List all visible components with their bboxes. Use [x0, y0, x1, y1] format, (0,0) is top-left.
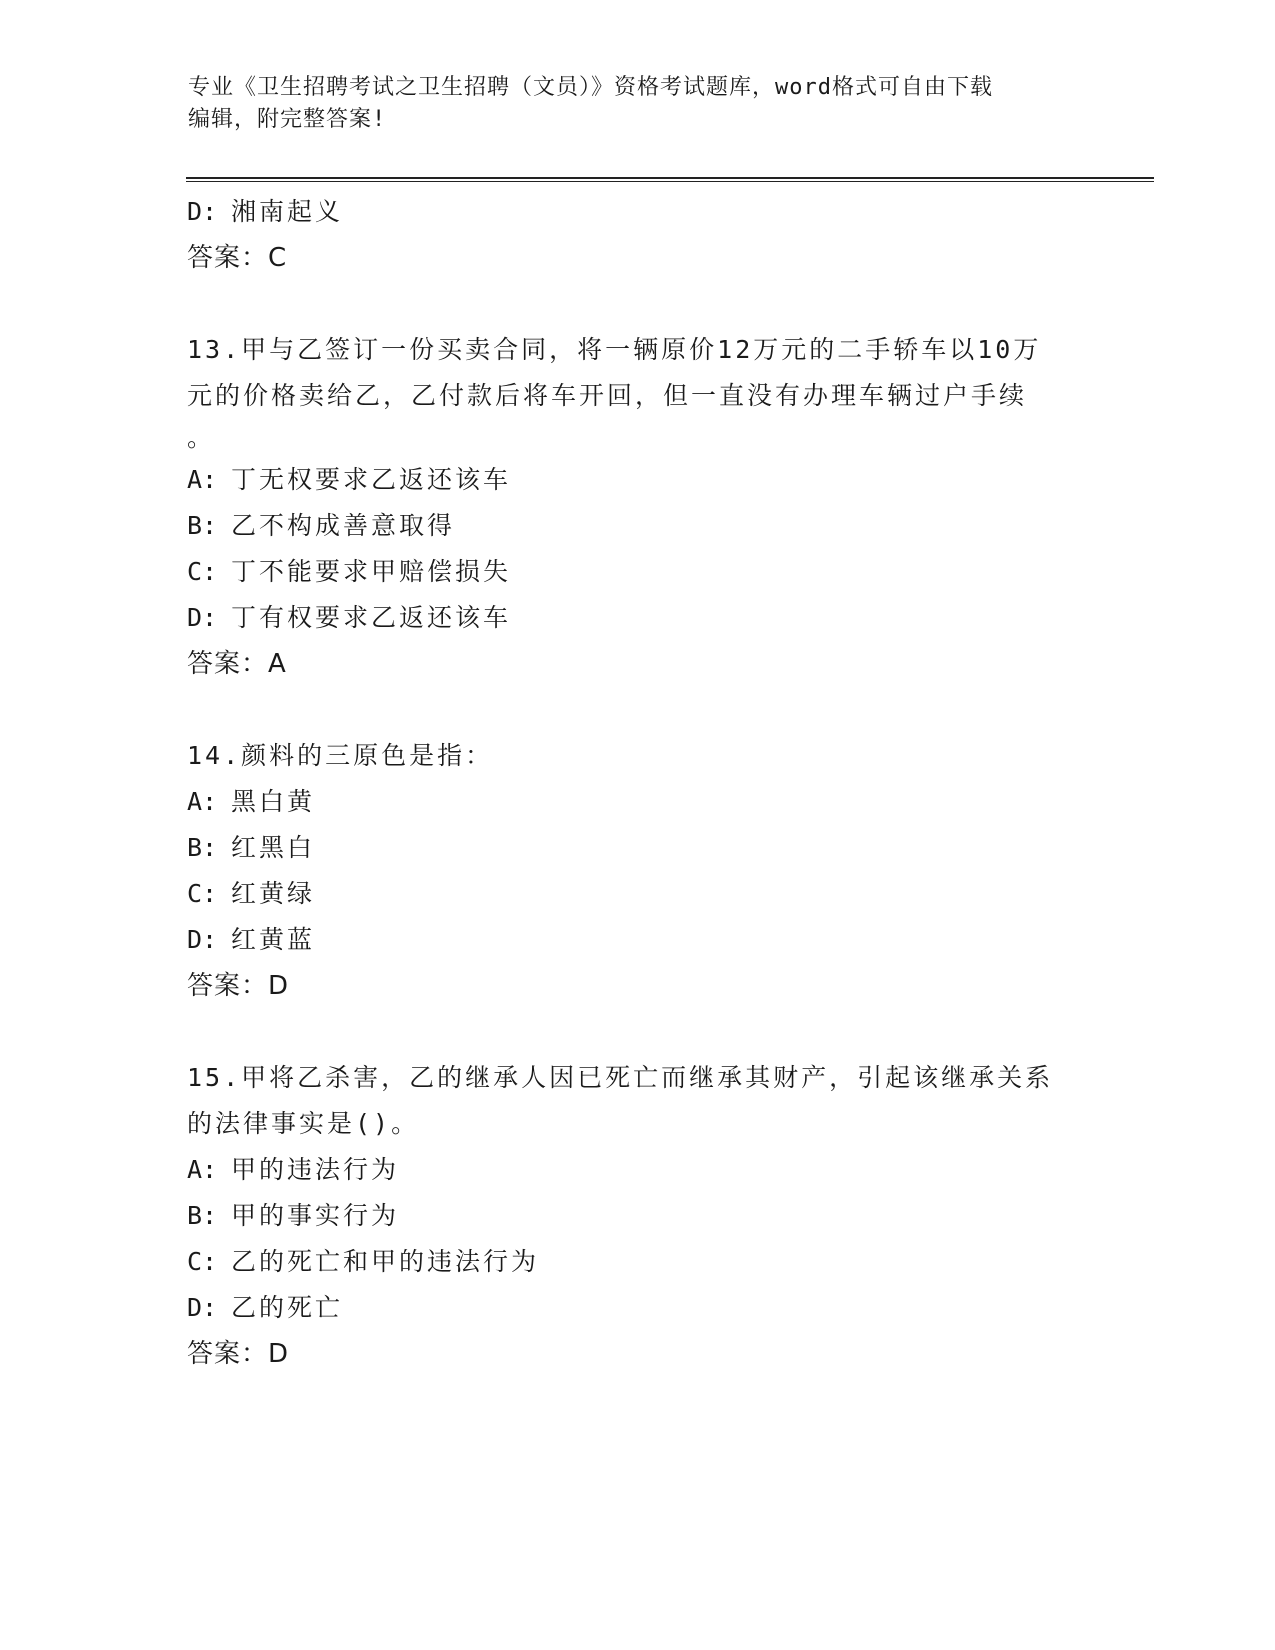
- option-text: 红黄绿: [231, 879, 316, 908]
- option-label: C:: [187, 1247, 218, 1276]
- question-content: [187, 189, 1087, 1377]
- q15-option-c: [187, 1239, 1087, 1285]
- q13-answer: 答案：A: [187, 649, 287, 679]
- q13-option-b: [187, 503, 1087, 549]
- q13-stem-line-3: 。: [187, 423, 216, 452]
- spacer: [187, 281, 1087, 327]
- option-label: D:: [187, 1293, 218, 1322]
- q15-option-b: [187, 1193, 1087, 1239]
- option-label: A:: [187, 1155, 218, 1184]
- option-label: D:: [187, 603, 218, 632]
- option-text: 乙的死亡: [231, 1293, 344, 1322]
- q14-option-d: [187, 917, 1087, 963]
- header-line-2: 编辑，附完整答案!: [188, 107, 387, 132]
- q15-answer: 答案：D: [187, 1339, 290, 1369]
- option-label: A:: [187, 465, 218, 494]
- document-header: [188, 72, 1088, 136]
- spacer: [187, 687, 1087, 733]
- q13-option-d: [187, 595, 1087, 641]
- q14-option-a: [187, 779, 1087, 825]
- option-label: B:: [187, 833, 218, 862]
- option-text: 乙的死亡和甲的违法行为: [231, 1247, 540, 1276]
- option-text: 丁不能要求甲赔偿损失: [231, 557, 512, 586]
- option-text: 丁无权要求乙返还该车: [231, 465, 512, 494]
- q15-stem-line-1: 15.甲将乙杀害，乙的继承人因已死亡而继承其财产，引起该继承关系: [187, 1063, 1054, 1092]
- spacer: [187, 1009, 1087, 1055]
- option-text: 甲的违法行为: [231, 1155, 400, 1184]
- option-label: D:: [187, 197, 218, 226]
- q14-option-b: [187, 825, 1087, 871]
- option-text: 乙不构成善意取得: [231, 511, 456, 540]
- q15-option-a: [187, 1147, 1087, 1193]
- option-label: D:: [187, 925, 218, 954]
- q13-option-c: [187, 549, 1087, 595]
- option-label: A:: [187, 787, 218, 816]
- header-rule: [186, 177, 1154, 182]
- q14-answer: 答案：D: [187, 971, 290, 1001]
- option-label: B:: [187, 1201, 218, 1230]
- option-label: C:: [187, 879, 218, 908]
- option-text: 甲的事实行为: [231, 1201, 400, 1230]
- option-text: 黑白黄: [231, 787, 316, 816]
- prev-answer: 答案：C: [187, 243, 288, 273]
- q13-stem-line-2: 元的价格卖给乙，乙付款后将车开回，但一直没有办理车辆过户手续: [187, 381, 1028, 410]
- option-label: B:: [187, 511, 218, 540]
- option-label: C:: [187, 557, 218, 586]
- prev-option-d: [187, 189, 1087, 235]
- option-text: 红黑白: [231, 833, 316, 862]
- option-text: 湘南起义: [231, 197, 344, 226]
- q13-option-a: [187, 457, 1087, 503]
- q14-stem-line-1: 14.颜料的三原色是指：: [187, 741, 494, 770]
- option-text: 丁有权要求乙返还该车: [231, 603, 512, 632]
- q15-stem-line-2: 的法律事实是()。: [187, 1109, 420, 1138]
- option-text: 红黄蓝: [231, 925, 316, 954]
- q14-option-c: [187, 871, 1087, 917]
- q13-stem-line-1: 13.甲与乙签订一份买卖合同，将一辆原价12万元的二手轿车以10万: [187, 335, 1042, 364]
- q15-option-d: [187, 1285, 1087, 1331]
- header-line-1: 专业《卫生招聘考试之卫生招聘（文员）》资格考试题库，word格式可自由下载: [188, 75, 993, 100]
